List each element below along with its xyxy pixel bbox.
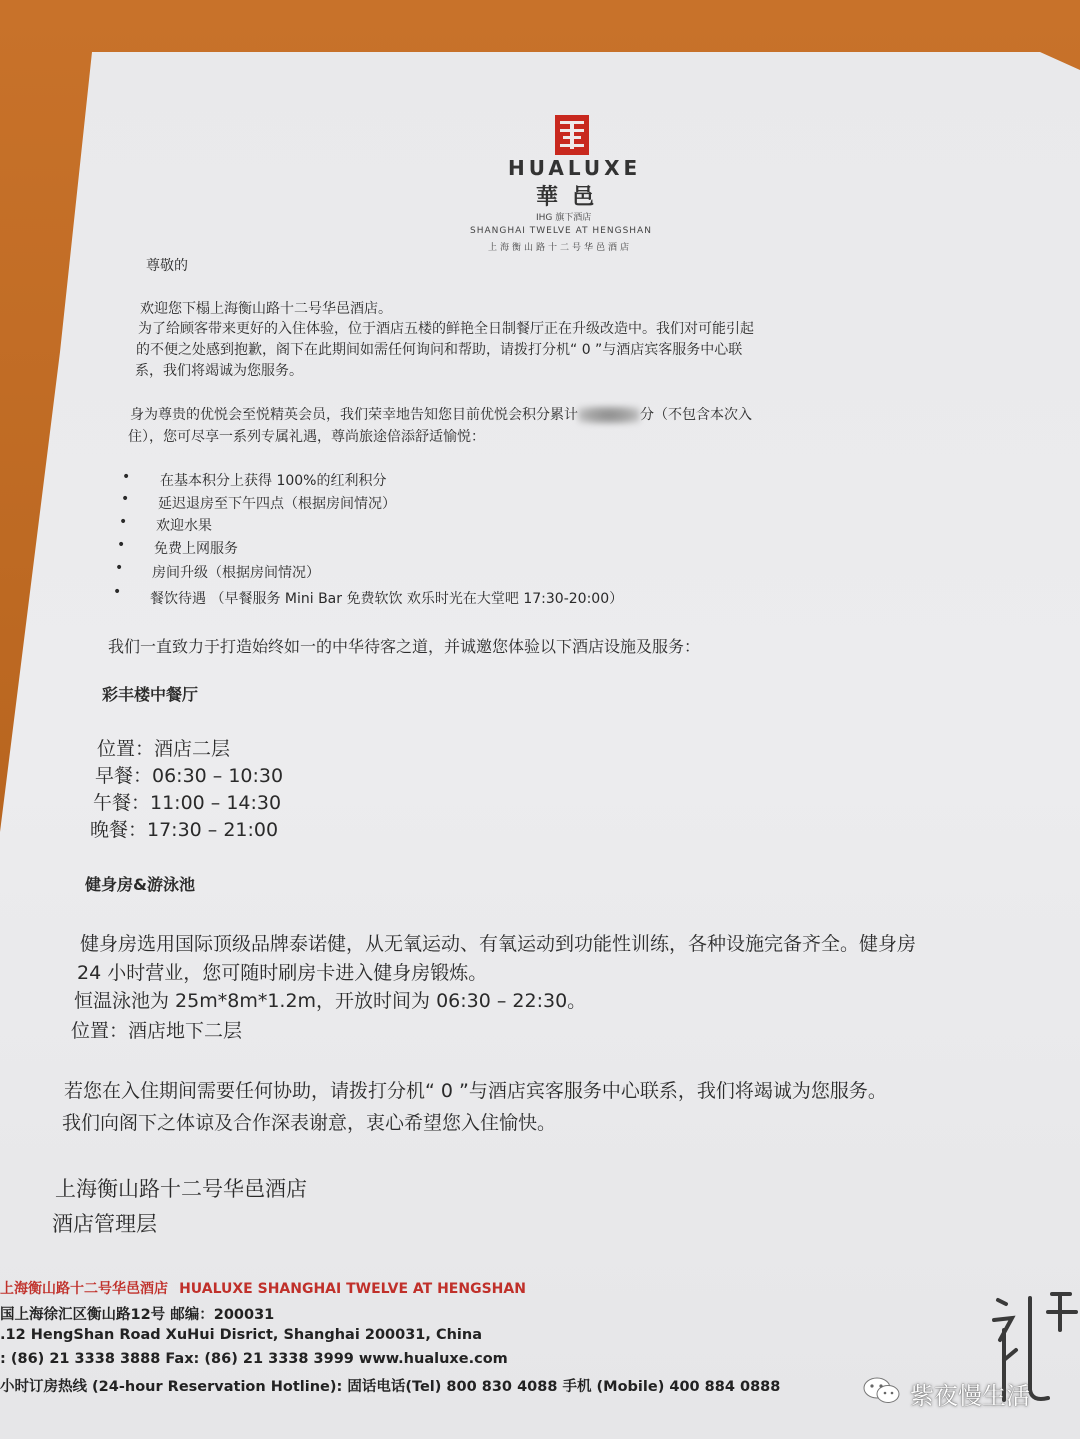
benefit-item: 免费上网服务 xyxy=(154,541,238,557)
gym-line-4: 位置：酒店地下二层 xyxy=(71,1020,243,1042)
benefit-item: 房间升级（根据房间情况） xyxy=(152,565,320,581)
brand-name-cn: 華邑 xyxy=(536,184,609,210)
closing-line-1: 若您在入住期间需要任何协助，请拨打分机“ 0 ”与酒店宾客服务中心联系，我们将竭诚为您服务。 xyxy=(64,1080,887,1102)
restaurant-title: 彩丰楼中餐厅 xyxy=(102,685,199,704)
welcome-line-4: 系，我们将竭诚为您服务。 xyxy=(135,363,303,379)
gym-line-3: 恒温泳池为 25m*8m*1.2m，开放时间为 06:30 – 22:30。 xyxy=(74,990,587,1012)
footer-address-en: .12 HengShan Road XuHui Disrict, Shanghai 200031, China xyxy=(0,1327,482,1343)
restaurant-lunch: 午餐：11:00 – 14:30 xyxy=(93,792,282,814)
points-line-1 xyxy=(130,404,752,424)
footer-name-en: HUALUXE SHANGHAI TWELVE AT HENGSHAN xyxy=(179,1281,526,1297)
gym-title: 健身房&游泳池 xyxy=(85,875,195,894)
gym-line-1: 健身房选用国际顶级品牌泰诺健，从无氧运动、有氧运动到功能性训练，各种设施完备齐全。健身房 xyxy=(80,933,917,955)
points-text-a: 身为尊贵的优悦会至悦精英会员，我们荣幸地告知您目前优悦会积分累计 xyxy=(130,407,578,423)
greeting: 尊敬的 xyxy=(146,258,188,274)
bullet-icon: • xyxy=(117,537,126,553)
footer-hotline: 小时订房热线 (24-hour Reservation Hotline): 固话电话(Tel) 800 830 4088 手机 (Mobile) 400 884 0888 xyxy=(0,1379,781,1395)
benefit-item: 餐饮待遇 （早餐服务 Mini Bar 免费软饮 欢乐时光在大堂吧 17:30-20:00） xyxy=(150,591,624,607)
closing-line-2: 我们向阁下之体谅及合作深表谢意，衷心希望您入住愉快。 xyxy=(62,1112,557,1134)
restaurant-dinner: 晚餐：17:30 – 21:00 xyxy=(90,819,279,841)
ihg-tagline: IHG 旗下酒店 xyxy=(536,213,592,223)
gym-line-2: 24 小时营业，您可随时刷房卡进入健身房锻炼。 xyxy=(77,962,488,984)
benefit-item: 延迟退房至下午四点（根据房间情况） xyxy=(158,496,396,512)
signature-hotel: 上海衡山路十二号华邑酒店 xyxy=(55,1177,307,1201)
signature-management: 酒店管理层 xyxy=(52,1212,157,1236)
bullet-icon: • xyxy=(122,469,131,485)
brand-name-en: HUALUXE xyxy=(508,156,642,180)
bullet-icon: • xyxy=(113,584,122,600)
welcome-line-1: 欢迎您下榻上海衡山路十二号华邑酒店。 xyxy=(140,301,392,317)
welcome-line-2: 为了给顾客带来更好的入住体验，位于酒店五楼的鲜艳全日制餐厅正在升级改造中。我们对可能引起 xyxy=(138,321,754,337)
footer-contact: : (86) 21 3338 3888 Fax: (86) 21 3338 3999 www.hualuxe.com xyxy=(0,1351,508,1367)
restaurant-breakfast: 早餐：06:30 – 10:30 xyxy=(95,765,284,787)
hualuxe-logo-icon xyxy=(555,115,589,155)
footer-hotel-name xyxy=(0,1278,526,1298)
redacted-points xyxy=(578,406,640,424)
facilities-intro: 我们一直致力于打造始终如一的中华待客之道，并诚邀您体验以下酒店设施及服务： xyxy=(108,637,701,656)
bullet-icon: • xyxy=(115,560,124,576)
bullet-icon: • xyxy=(121,491,130,507)
footer-name-cn: 上海衡山路十二号华邑酒店 xyxy=(0,1281,168,1297)
hotel-name-en: SHANGHAI TWELVE AT HENGSHAN xyxy=(470,226,652,236)
welcome-line-3: 的不便之处感到抱歉，阁下在此期间如需任何询问和帮助，请拨打分机“ 0 ”与酒店宾客服务中心联 xyxy=(136,342,743,358)
wechat-icon xyxy=(862,1375,902,1405)
benefit-item: 在基本积分上获得 100%的红利积分 xyxy=(160,473,387,489)
watermark-text: 紫夜慢生活 xyxy=(910,1382,1030,1410)
restaurant-location: 位置：酒店二层 xyxy=(97,738,231,760)
bullet-icon: • xyxy=(119,514,128,530)
footer-address-cn: 国上海徐汇区衡山路12号 邮编：200031 xyxy=(0,1307,275,1323)
hotel-name-cn: 上海衡山路十二号华邑酒店 xyxy=(488,243,633,253)
benefit-item: 欢迎水果 xyxy=(156,518,212,534)
points-text-b: 分（不包含本次入 xyxy=(640,407,752,423)
points-line-2: 住），您可尽享一系列专属礼遇，尊尚旅途倍添舒适愉悦： xyxy=(128,429,485,445)
